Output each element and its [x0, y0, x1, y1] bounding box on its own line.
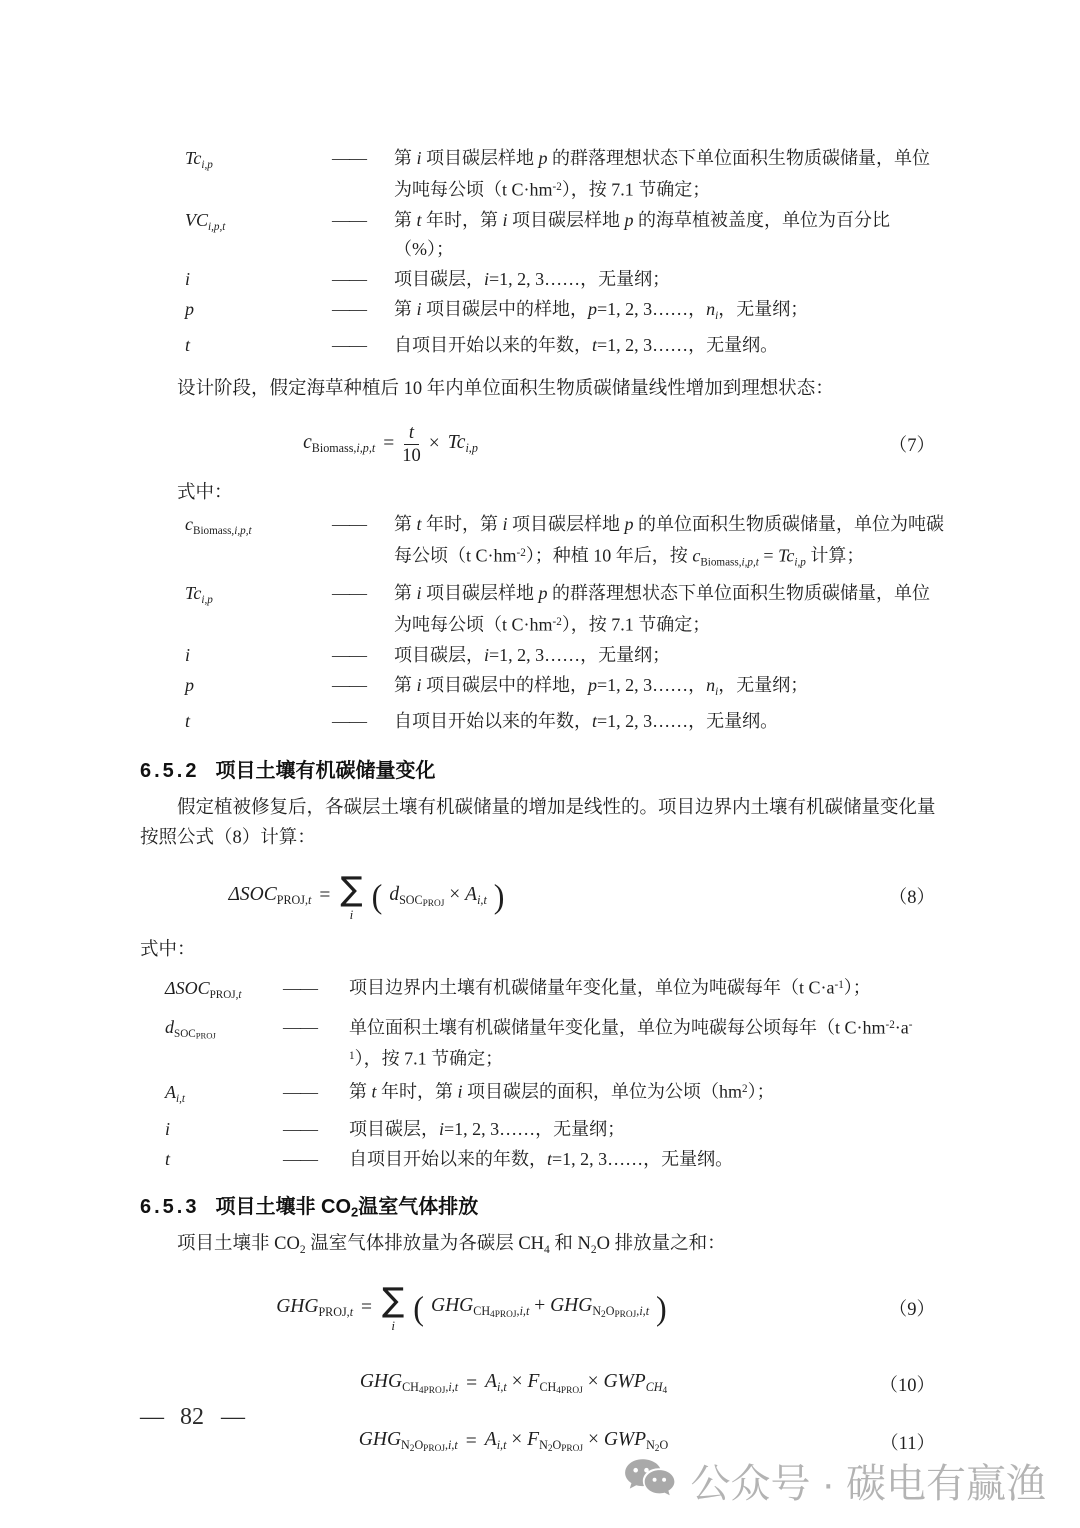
formula-body: $d_{SOCPROJ} \times A_{i,t}$ — [389, 884, 487, 909]
section-title: 项目土壤有机碳储量变化 — [215, 760, 436, 783]
equals-sign: = — [319, 885, 331, 907]
fraction — [402, 422, 421, 467]
formula-8 — [140, 857, 945, 935]
formula-7-expression — [303, 422, 478, 467]
definition-row — [185, 641, 945, 670]
definition-term: t — [185, 711, 191, 732]
definition-dash: —— — [332, 209, 366, 230]
definition-description: 第 t 年时，第 i 项目碳层的面积，单位为公顷$(hm^2)$； — [349, 1081, 775, 1102]
definition-dash: —— — [332, 298, 366, 319]
page-number: 82 — [180, 1404, 204, 1430]
page-footer — [140, 1404, 244, 1431]
close-paren: ) — [656, 1288, 667, 1327]
definition-dash: —— — [332, 148, 366, 168]
footer-dash-left: — — [140, 1404, 163, 1430]
sigma-summation — [340, 868, 363, 922]
formula-lhs: $c_{Biomass,i,p,t}$ — [303, 432, 376, 456]
formula-9 — [140, 1269, 945, 1347]
equation-number-8: （8） — [888, 888, 935, 909]
definition-description: 自项目开始以来的年数，t=1, 2, 3……，无量纲。 — [349, 1148, 734, 1169]
equation-number-9: （9） — [888, 1299, 935, 1320]
definition-description: 第 i 项目碳层中的样地，p=1, 2, 3……，$n_i$，无量纲； — [394, 298, 809, 322]
definition-term: i — [165, 1118, 171, 1139]
equation-number-10: （10） — [879, 1375, 935, 1396]
definition-description: 自项目开始以来的年数，t=1, 2, 3……，无量纲。 — [394, 335, 779, 356]
definition-term: $d_{SOCPROJ}$ — [165, 1017, 216, 1041]
formula-lhs: $GHG_{PROJ,t}$ — [276, 1295, 354, 1319]
times-sign: × — [428, 433, 440, 455]
footer-dash-right: — — [221, 1404, 244, 1430]
definition-term: $VC_{i,p,t}$ — [185, 209, 226, 233]
definition-row — [185, 331, 945, 360]
section-number: 6.5.2 — [140, 760, 200, 783]
formula-10-expression — [360, 1371, 667, 1396]
equals-sign: = — [466, 1372, 478, 1394]
section-heading-6-5-3 — [140, 1190, 945, 1219]
section-heading-6-5-2 — [140, 754, 945, 783]
definition-row — [185, 265, 945, 294]
definition-dash: —— — [332, 582, 366, 603]
equals-sign: = — [465, 1430, 477, 1452]
definition-row — [165, 1011, 945, 1074]
fraction-numerator: t — [404, 422, 419, 445]
equation-number-7: （7） — [888, 436, 935, 457]
definition-dash: —— — [283, 977, 317, 998]
formula-10 — [140, 1367, 945, 1401]
definition-description: 项目碳层，i=1, 2, 3……，无量纲； — [394, 268, 671, 289]
where-label: 式中： — [140, 940, 196, 961]
definition-term: i — [185, 644, 191, 665]
equals-sign: = — [383, 433, 395, 455]
definition-dash: —— — [332, 644, 366, 665]
definition-row — [185, 671, 945, 707]
formula-lhs: $GHG_{N2OPROJ,i,t}$ — [358, 1429, 458, 1455]
formula-lhs: $GHG_{CH4PROJ,i,t}$ — [359, 1371, 459, 1397]
definition-description: 第 t 年时，第 i 项目碳层样地 p 的单位面积生物质碳储量，单位为吨碳每公顷（t $C\cdot hm^{-2}$）；种植 10 年后，按 $c_{Biomass,i,p,t} = Tc_{i,p}$ 计算； — [394, 514, 945, 569]
definition-term: t — [185, 335, 191, 356]
where-label: 式中： — [177, 483, 233, 504]
definition-row — [185, 295, 945, 331]
section-number: 6.5.3 — [140, 1195, 200, 1218]
definition-description: 第 i 项目碳层中的样地，p=1, 2, 3……，$n_i$，无量纲； — [394, 674, 809, 698]
sigma-symbol: ∑ — [340, 868, 363, 908]
definition-list-formula-7 — [140, 510, 945, 736]
definition-dash: —— — [283, 1081, 317, 1102]
definition-list-biomass — [140, 144, 945, 360]
definition-term: $\Delta SOC_{PROJ,t}$ — [165, 977, 242, 1001]
watermark — [622, 1452, 1046, 1509]
definition-row — [165, 1075, 945, 1113]
definition-description: 项目碳层，i=1, 2, 3……，无量纲； — [349, 1118, 626, 1139]
wechat-icon — [622, 1457, 678, 1505]
definition-row — [165, 971, 945, 1009]
definition-description: 第 i 项目碳层样地 p 的群落理想状态下单位面积生物质碳储量，单位为吨每公顷（t $C\cdot hm^{-2}$），按 7.1 节确定； — [394, 582, 931, 635]
definition-description: 单位面积土壤有机碳储量年变化量，单位为吨碳每公顷每年（t $C\cdot hm^{-2}\cdot a^{-1}$），按 7.1 节确定； — [349, 1017, 913, 1070]
definition-row — [185, 144, 945, 205]
definition-term: $Tc_{i,p}$ — [185, 148, 213, 171]
definition-term: $A_{i,t}$ — [165, 1081, 185, 1105]
paragraph-non-co2-ghg: 项目土壤非 $CO_2$ 温室气体排放量为各碳层 $CH_4$ 和 $N_2O$ 排放量之和： — [177, 1233, 726, 1256]
definition-term: t — [165, 1148, 171, 1169]
fraction-denominator: 10 — [402, 444, 421, 466]
formula-7 — [140, 412, 945, 476]
definition-row — [185, 510, 945, 577]
definition-dash: —— — [283, 1017, 317, 1038]
formula-11-expression — [359, 1429, 668, 1454]
definition-description: 第 i 项目碳层样地 p 的群落理想状态下单位面积生物质碳储量，单位为吨每公顷（t $C\cdot hm^{-2}$），按 7.1 节确定； — [394, 148, 931, 200]
watermark-text: 公众号 · 碳电有赢渔 — [690, 1462, 1046, 1506]
equation-number-11: （11） — [880, 1433, 935, 1454]
close-paren: ) — [493, 877, 505, 916]
open-paren: ( — [371, 877, 383, 916]
definition-row — [185, 707, 945, 736]
definition-row — [185, 579, 945, 640]
definition-row — [165, 1145, 945, 1174]
definition-description: 项目边界内土壤有机碳储量年变化量，单位为吨碳每年（t $C\cdot a^{-1}$）； — [349, 977, 871, 998]
formula-9-expression — [276, 1280, 667, 1334]
paragraph-soc-change: 假定植被修复后，各碳层土壤有机碳储量的增加是线性的。项目边界内土壤有机碳储量变化量按照公式（8）计算： — [140, 798, 936, 849]
definition-term: p — [185, 674, 194, 695]
equals-sign: = — [361, 1296, 373, 1318]
formula-8-expression — [228, 868, 505, 922]
formula-lhs: $\Delta SOC_{PROJ,t}$ — [228, 884, 312, 908]
definition-dash: —— — [283, 1118, 317, 1139]
definition-dash: —— — [332, 711, 366, 732]
section-title: 项目土壤非 CO2温室气体排放 — [215, 1195, 479, 1219]
definition-term: i — [185, 268, 191, 289]
formula-body: $A_{i,t} \times F_{CH4PROJ} \times GWP_{CH4}$ — [485, 1371, 668, 1397]
definition-dash: —— — [332, 335, 366, 356]
definition-dash: —— — [332, 674, 366, 695]
sigma-index: i — [349, 906, 354, 922]
formula-rhs: $Tc_{i,p}$ — [447, 432, 478, 456]
paragraph-design-stage: 设计阶段，假定海草种植后 10 年内单位面积生物质碳储量线性增加到理想状态： — [177, 379, 834, 400]
definition-term: $c_{Biomass,i,p,t}$ — [185, 514, 252, 538]
definition-dash: —— — [332, 514, 366, 535]
definition-term: p — [185, 298, 194, 319]
open-paren: ( — [413, 1288, 425, 1327]
sigma-index: i — [391, 1318, 395, 1334]
definition-list-formula-8 — [140, 971, 945, 1173]
formula-body: $A_{i,t} \times F_{N2OPROJ} \times GWP_{N2O}$ — [484, 1429, 669, 1455]
definition-dash: —— — [283, 1148, 317, 1169]
definition-description: 自项目开始以来的年数，t=1, 2, 3……，无量纲。 — [394, 711, 779, 732]
sigma-symbol: ∑ — [382, 1280, 405, 1320]
definition-description: 项目碳层，i=1, 2, 3……，无量纲； — [394, 644, 671, 665]
definition-row — [165, 1115, 945, 1144]
definition-term: $Tc_{i,p}$ — [185, 582, 213, 606]
definition-dash: —— — [332, 268, 366, 289]
sigma-summation — [382, 1280, 405, 1334]
formula-body: $GHG_{CH4PROJ,i,t} + GHG_{N2OPROJ,i,t}$ — [431, 1295, 650, 1321]
definition-description: 第 t 年时，第 i 项目碳层样地 p 的海草植被盖度，单位为百分比（%）； — [394, 209, 891, 259]
definition-row — [185, 206, 945, 264]
